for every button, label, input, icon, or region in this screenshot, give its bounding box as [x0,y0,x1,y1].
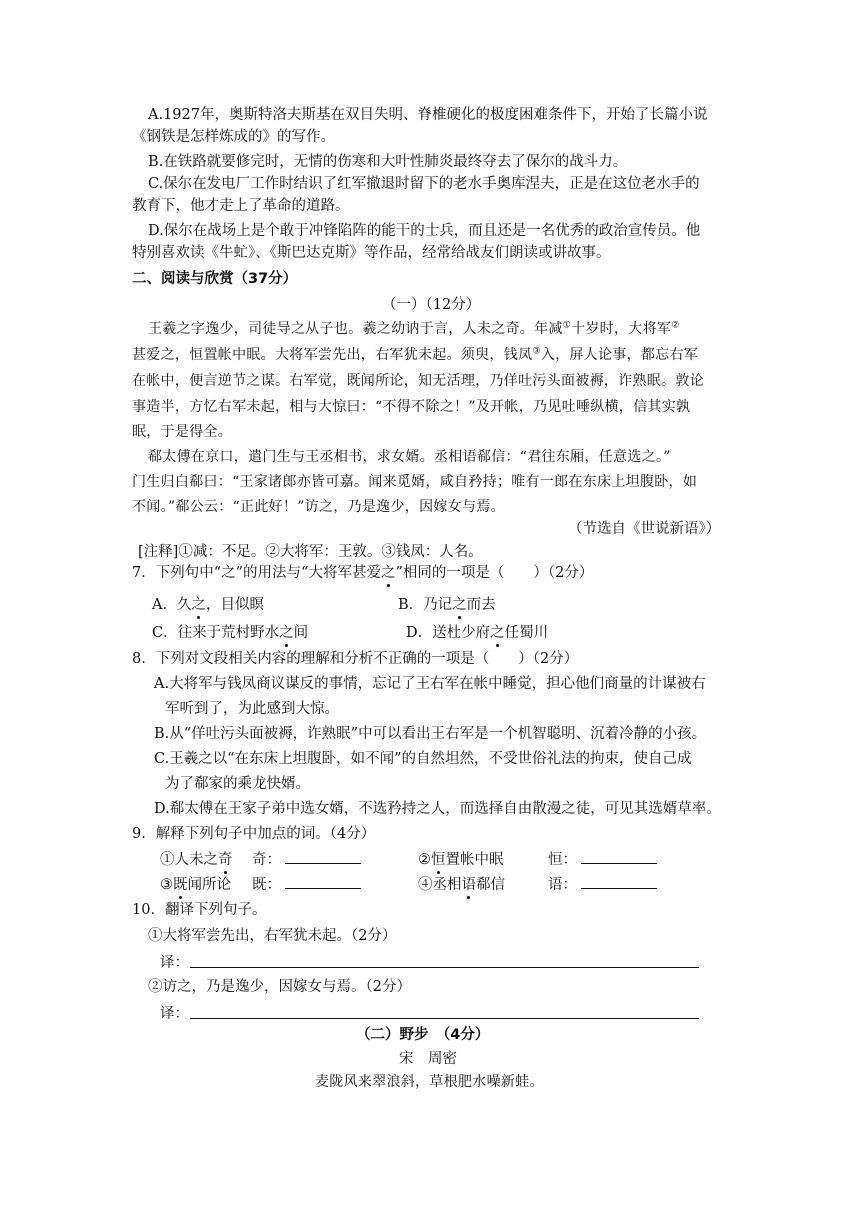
q9-item-3-answer: 既： [252,874,361,896]
q9-item-3: ③既闻所论 [160,874,231,896]
q6-option-a-line1: A.1927年，奥斯特洛夫斯基在双目失明、脊椎硬化的极度困难条件下，开始了长篇小说 [148,107,708,123]
passage-line: 王羲之字逸少，司徒导之从子也。羲之幼讷于言，人未之奇。年减①十岁时，大将军② [148,320,680,337]
passage-line: 在帐中，便言逆节之谋。右军觉，既闻所论，知无活理，乃佯吐污头面被褥，诈熟眠。敦论 [132,373,704,389]
q9-item-4: ④丞相语郗信 [418,874,505,896]
q6-option-d-line2: 特别喜欢读《牛虻》、《斯巴达克斯》等作品，经常给战友们朗读或讲故事。 [132,245,611,261]
q7-option-d: D．送杜少府之任蜀川 [406,622,548,644]
translation-line-1[interactable] [190,967,699,968]
answer-blank[interactable] [285,874,361,889]
passage-line: 郗太傅在京口，遣门生与王丞相书，求女婿。丞相语郗信：“君往东厢，任意选之。” [148,449,671,465]
q7-option-c: C．往来于荒村野水之间 [152,622,308,644]
passage-line: 门生归白郗曰：“王家诸郎亦皆可嘉。闻来觅婿，咸自矜持；唯有一郎在东床上坦腹卧，如 [132,474,698,490]
answer-blank[interactable] [581,849,657,864]
q6-option-d-line1: D.保尔在战场上是个敢于冲锋陷阵的能干的士兵，而且还是一名优秀的政治宣传员。他 [148,223,701,239]
q9-stem: 9．解释下列句子中加点的词。（4分） [132,826,376,842]
q10-translation-label-2: 译： [160,1006,189,1022]
q9-item-4-answer: 语： [548,874,657,896]
q8-option-b: B.从“佯吐污头面被褥，诈熟眠”中可以看出王右军是一个机智聪明、沉着冷静的小孩。 [154,726,707,742]
footnote-marker: ② [671,320,680,331]
q9-item-1-answer: 奇： [252,849,361,871]
q8-option-c-line2: 为了郗家的乘龙快婿。 [165,776,310,792]
q10-translation-label-1: 译： [160,955,189,971]
q8-option-a-line1: A.大将军与钱凤商议谋反的事情，忘记了王右军在帐中睡觉，担心他们商量的计谋被右 [154,676,706,692]
section-title: 二、阅读与欣赏（37分） [132,271,298,287]
q8-option-a-line2: 军听到了，为此感到大惊。 [165,701,339,717]
translation-line-2[interactable] [190,1018,699,1019]
passage-heading: （一）（12分） [382,297,481,313]
q9-item-2: ②恒置帐中眠 [418,849,504,871]
q8-option-d: D.郗太傅在王家子弟中选女婿，不选矜持之人，而选择自由散漫之徒，可见其选婿草率。 [154,801,721,817]
q10-stem: 10．翻译下列句子。 [132,902,267,918]
q8-stem: 8．下列对文段相关内容的理解和分析不正确的一项是（ ）（2分） [132,651,579,667]
passage-line: 不闻。”郗公云：“正此好！”访之，乃是逸少，因嫁女与焉。 [132,499,505,515]
q6-option-c-line2: 教育下，他才走上了革命的道路。 [132,198,350,214]
q6-option-a-line2: 《钢铁是怎样炼成的》的写作。 [132,129,335,145]
passage-source: （节选自《世说新语》） [568,521,721,537]
q7-stem: 7．下列句中“之”的用法与“大将军甚爱之”相同的一项是（ ）（2分） [132,562,593,584]
passage-line: 甚爱之，恒置帐中眠。大将军尝先出，右军犹未起。须臾，钱凤③入，屏人论事，都忘右军 [132,346,699,363]
answer-blank[interactable] [285,849,361,864]
q9-item-1: ①人未之奇 [160,849,233,871]
poem-line-1: 麦陇风来翠浪斜，草根肥水噪新蛙。 [315,1074,544,1090]
poem-title: （二）野步 （4分） [356,1027,490,1043]
poem-author: 宋 周密 [399,1051,457,1067]
footnote-marker: ① [562,320,572,331]
passage-notes: [注释]①减：不足。②大将军：王敦。③钱凤：人名。 [138,544,483,560]
q6-option-c-line1: C.保尔在发电厂工作时结识了红军撤退时留下的老水手奥库涅夫，正是在这位老水手的 [148,176,700,192]
q8-option-c-line1: C.王羲之以“在东床上坦腹卧，如不闻”的自然坦然，不受世俗礼法的拘束，使自己成 [154,751,692,767]
q9-item-2-answer: 恒： [548,849,657,871]
footnote-marker: ③ [532,346,541,357]
answer-blank[interactable] [581,874,657,889]
q7-option-a: A．久之，目似瞑 [152,594,264,616]
passage-line: 事造半，方忆右军未起，相与大惊曰：“不得不除之！”及开帐，乃见吐唾纵横，信其实孰 [132,399,691,415]
q10-sentence-2: ②访之，乃是逸少，因嫁女与焉。（2分） [148,979,411,995]
q6-option-b: B.在铁路就要修完时，无情的伤寒和大叶性肺炎最终夺去了保尔的战斗力。 [148,154,628,170]
passage-line: 眠，于是得全。 [132,424,233,440]
q10-sentence-1: ①大将军尝先出，右军犹未起。（2分） [148,928,397,944]
q7-option-b: B．乃记之而去 [398,594,496,616]
